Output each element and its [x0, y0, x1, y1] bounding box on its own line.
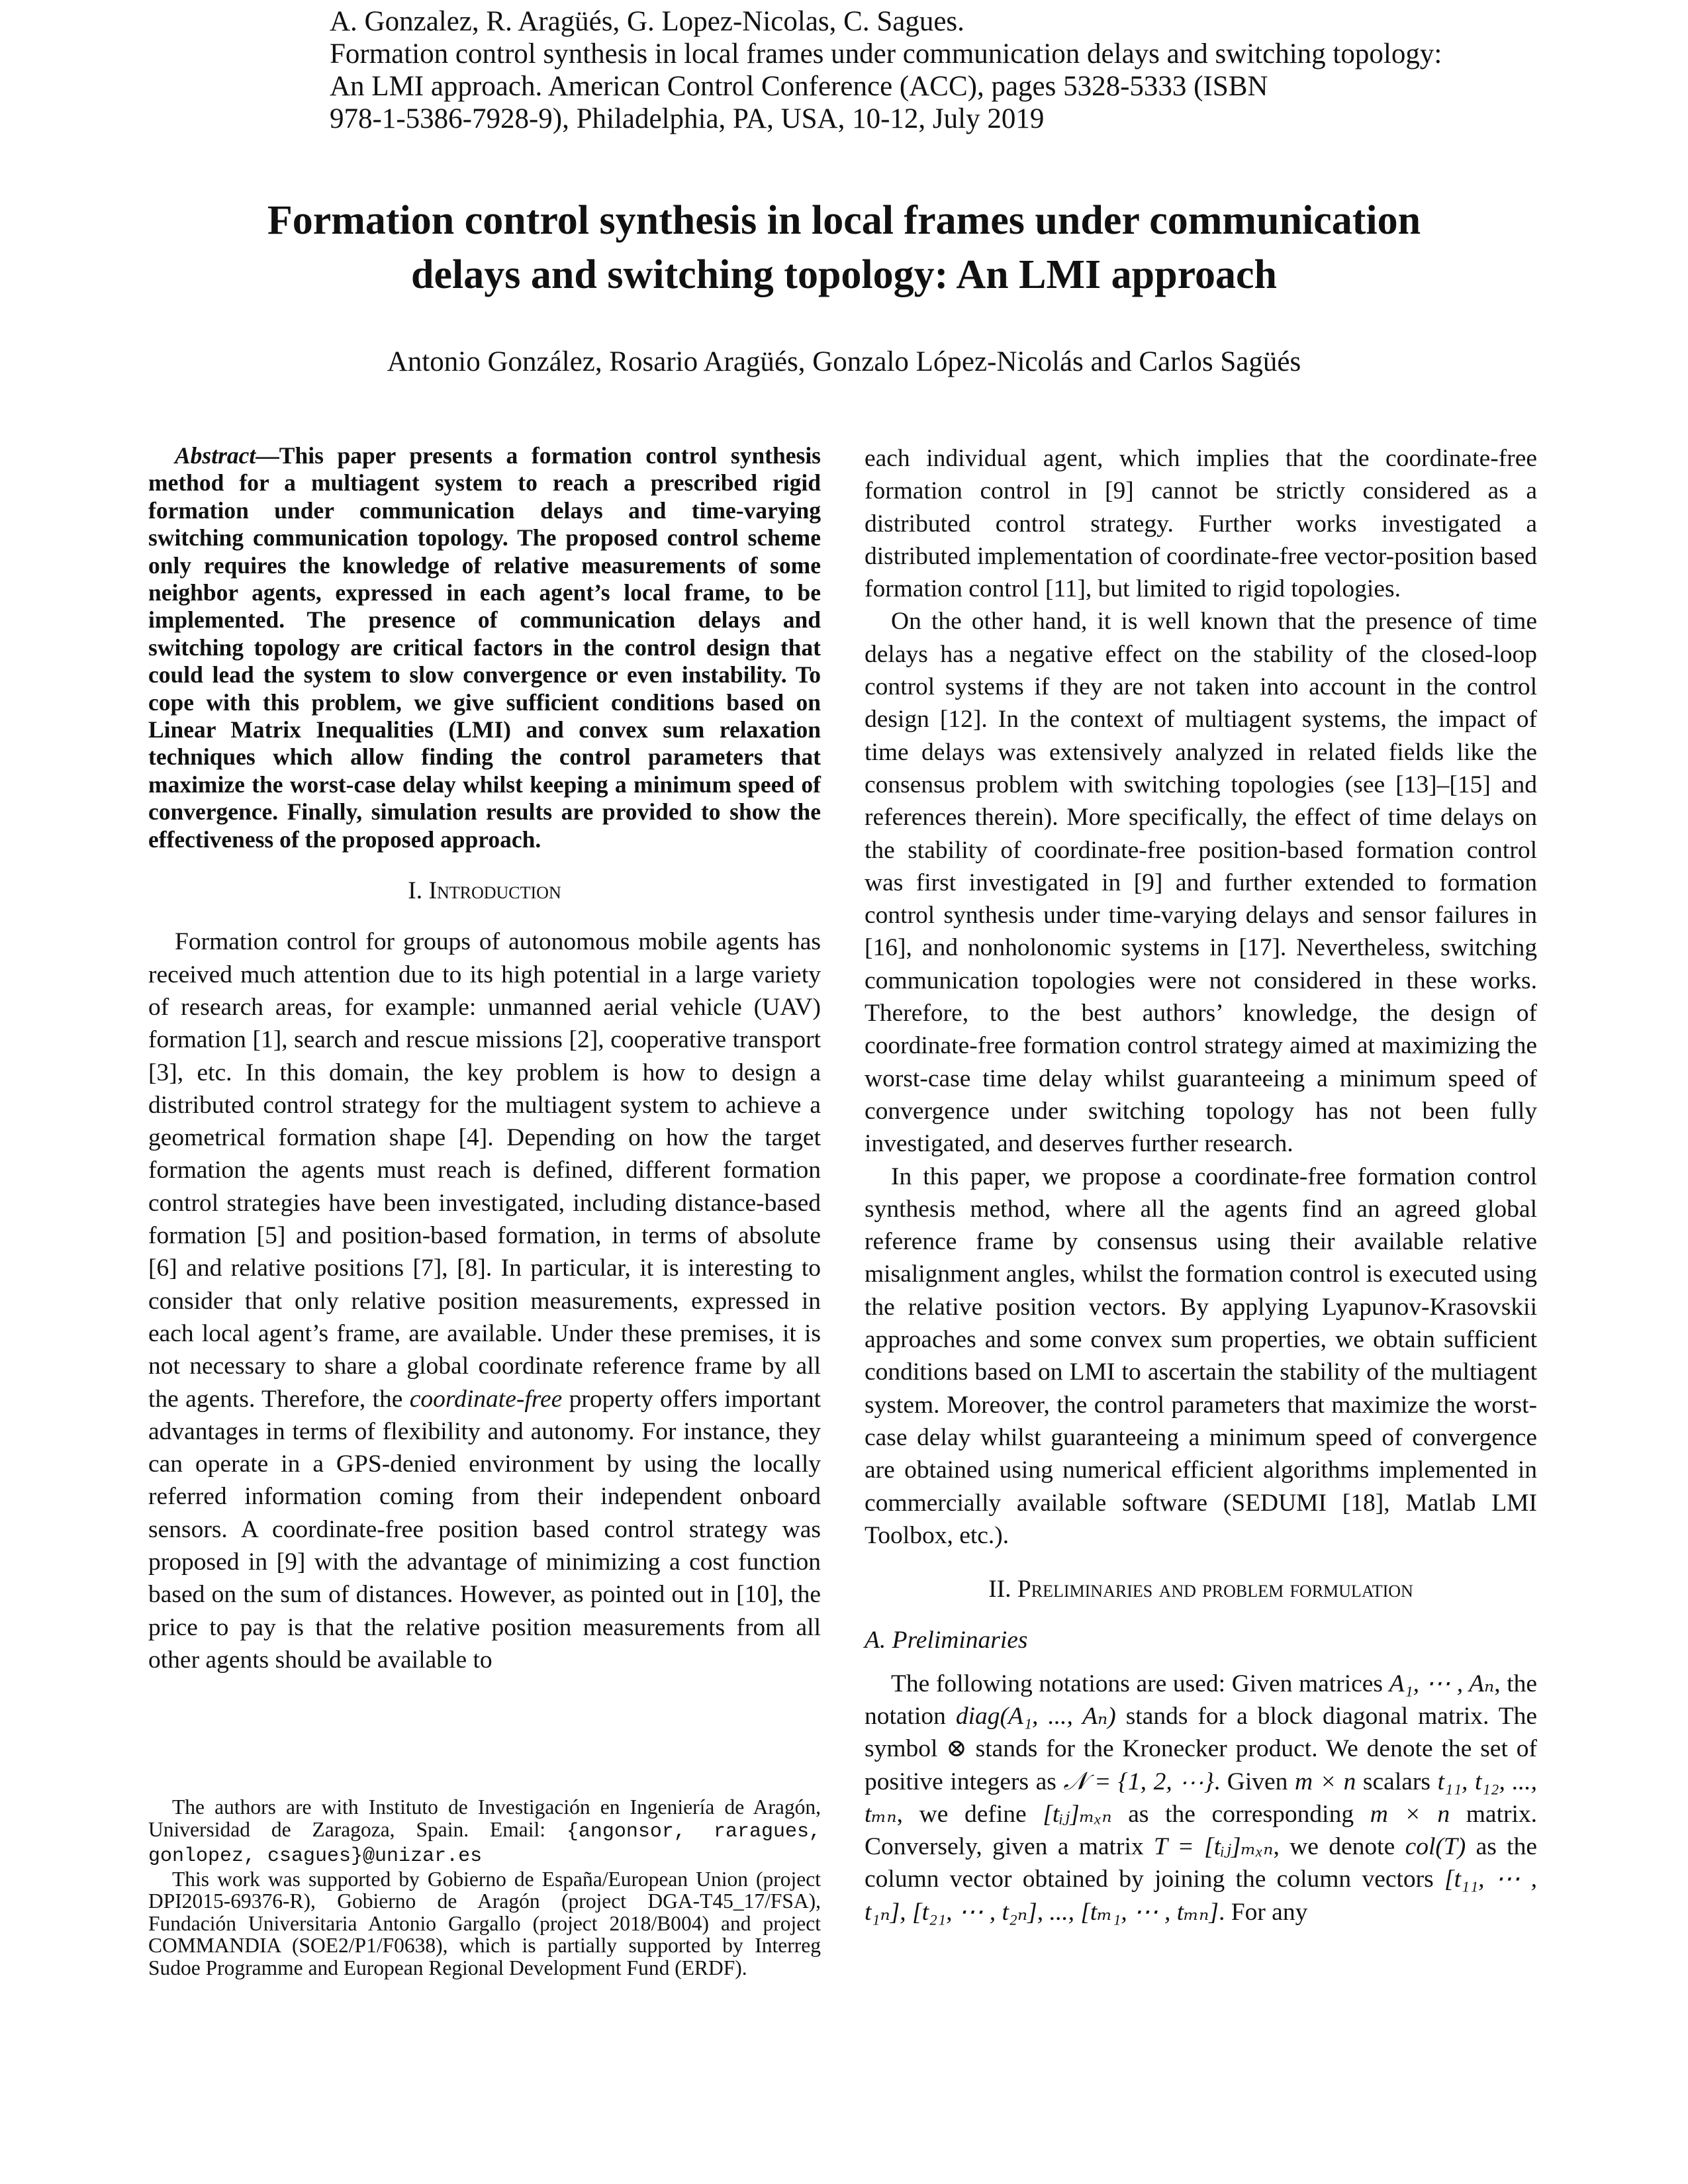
abstract-dash: —: [256, 442, 279, 469]
paragraph-text: . For any: [1218, 1898, 1308, 1926]
citation-line: A. Gonzalez, R. Aragüés, G. Lopez-Nicolas, C. Sagues.: [330, 6, 964, 37]
paragraph-text: property offers important advantages in terms of flexibility and autonomy. For instance, they can operate in a GPS-denied environment by using the locally referred information coming from their independent onboard sensors. A coordinate-free position based control strategy was proposed in [9] with the advantage of minimizing a cost function based on the sum of distances. However, as pointed out in [10], the price to pay is that the relative position measurements from all other agents should be available to: [148, 1385, 821, 1674]
math-expression: [t₁₁, ⋯ , t₁ₙ], [t₂₁, ⋯ , t₂ₙ], ..., [tₘ₁, ⋯ , tₘₙ]: [865, 1866, 1537, 1926]
section-heading-preliminaries: II. Preliminaries and problem formulation: [988, 1576, 1413, 1603]
intro-paragraph-3: In this paper, we propose a coordinate-free formation control synthesis method, where all the agents find an agreed global reference frame by consensus using their available relative misalignment angles, whilst the formation control is executed using the relative position vectors. By applying Lyapunov-Krasovskii approaches and some convex sum properties, we obtain sufficient conditions based on LMI to ascertain the stability of the multiagent system. Moreover, the control parameters that maximize the worst-case delay whilst guaranteeing a minimum speed of convergence are obtained using numerical efficient algorithms implemented in commercially available software (SEDUMI [18], Matlab LMI Toolbox, etc.).: [865, 1163, 1537, 1549]
paragraph-text: The following notations are used: Given matrices: [891, 1670, 1389, 1697]
abstract-text: This paper presents a formation control synthesis method for a multiagent system to reach a prescribed rigid formation under communication delays and time-varying switching communication topology. The proposed control scheme only requires the knowledge of relative measurements of some neighbor agents, expressed in each agent’s local frame, to be implemented. The presence of communication delays and switching topology are critical factors in the control design that could lead the system to slow convergence or even instability. To cope with this problem, we give sufficient conditions based on Linear Matrix Inequalities (LMI) and convex sum relaxation techniques which allow finding the control parameters that maximize the worst-case delay whilst keeping a minimum speed of convergence. Finally, simulation results are provided to show the effectiveness of the proposed approach.: [148, 442, 821, 853]
citation-line: Formation control synthesis in local frames under communication delays and switching topology:: [330, 38, 1442, 70]
right-column: [865, 442, 1537, 1928]
email-addresses: {angonsor, raragues, gonlopez, csagues}@unizar.es: [148, 1820, 821, 1868]
paragraph-text: Formation control for groups of autonomous mobile agents has received much attention due to its high potential in a large variety of research areas, for example: unmanned aerial vehicle (UAV) formation [1], search and rescue missions [2], cooperative transport [3], etc. In this domain, the key problem is how to design a distributed control strategy for the multiagent system to achieve a geometrical formation shape [4]. Depending on how the target formation the agents must reach is defined, different formation control strategies have been investigated, including distance-based formation [5] and position-based formation, in terms of absolute [6] and relative positions [7], [8]. In particular, it is interesting to consider that only relative position measurements, expressed in each local agent’s frame, are available. Under these premises, it is not necessary to share a global coordinate reference frame by all the agents. Therefore, the: [148, 928, 821, 1413]
footnote-funding: This work was supported by Gobierno de España/European Union (project DPI2015-69376-R), Gobierno de Aragón (project DGA-T45_17/FSA), Fundación Universitaria Antonio Gargallo (project 2018/B004) and project COMMANDIA (SOE2/P1/F0638), which is partially supported by Interreg Sudoe Programme and European Regional Development Fund (ERDF).: [148, 1867, 821, 1979]
title-line: delays and switching topology: An LMI approach: [411, 252, 1277, 297]
math-expression: m × n: [1295, 1768, 1356, 1795]
math-expression: diag(A₁, ..., Aₙ): [955, 1702, 1116, 1730]
paper-title: [119, 193, 1569, 302]
abstract: [148, 442, 821, 853]
intro-paragraph-2: On the other hand, it is well known that the presence of time delays has a negative effect on the stability of the closed-loop control systems if they are not taken into account in the control design [12]. In the context of multiagent systems, the impact of time delays was extensively analyzed in related fields like the consensus problem with switching topologies (see [13]–[15] and references therein). More specifically, the effect of time delays on the stability of coordinate-free position-based formation control was first investigated in [9] and further extended to formation control synthesis under time-varying delays and sensor failures in [16], and nonholonomic systems in [17]. Nevertheless, switching communication topologies were not considered in these works. Therefore, to the best authors’ knowledge, the design of coordinate-free formation control strategy aimed at maximizing the worst-case time delay whilst guaranteeing a minimum speed of convergence under switching topology has not been fully investigated, and deserves further research.: [865, 608, 1537, 1158]
paragraph-text: , we denote: [1273, 1833, 1405, 1861]
affiliation-text: The authors are with Instituto de Investigación en Ingeniería de Aragón, Universidad de Zaragoza, Spain. Email:: [148, 1795, 821, 1841]
footnote-affiliation: [148, 1796, 821, 1868]
math-expression: col(T): [1405, 1833, 1466, 1861]
math-expression: 𝒩 = {1, 2, ⋯}: [1063, 1768, 1214, 1795]
math-expression: t₁₁, t₁₂, ..., tₘₙ: [865, 1768, 1537, 1828]
citation-line: An LMI approach. American Control Conference (ACC), pages 5328-5333 (ISBN: [330, 71, 1268, 102]
preliminaries-paragraph: [865, 1668, 1537, 1928]
math-expression: T = [tᵢⱼ]ₘₓₙ: [1153, 1833, 1274, 1861]
subsection-heading-preliminaries: A. Preliminaries: [865, 1627, 1028, 1654]
title-line: Formation control synthesis in local frames under communication: [267, 198, 1421, 243]
left-column: [148, 442, 821, 1676]
math-expression: m × n: [1370, 1800, 1450, 1828]
citation-line: 978-1-5386-7928-9), Philadelphia, PA, USA, 10-12, July 2019: [330, 103, 1045, 134]
math-expression: A₁, ⋯ , Aₙ: [1389, 1670, 1495, 1697]
intro-paragraph-1-continued: each individual agent, which implies that the coordinate-free formation control in [9] cannot be strictly considered as a distributed control strategy. Further works investigated a distributed implementation of coordinate-free vector-position based formation control [11], but limited to rigid topologies.: [865, 445, 1537, 603]
paragraph-text: , the notation: [865, 1670, 1538, 1730]
paragraph-text: scalars: [1356, 1768, 1438, 1795]
paragraph-text: as the corresponding: [1111, 1800, 1370, 1828]
paragraph-text: . Given: [1213, 1768, 1295, 1795]
math-expression: [tᵢⱼ]ₘₓₙ: [1043, 1800, 1112, 1828]
footnotes: [148, 1796, 821, 1979]
section-heading-introduction: I. Introduction: [408, 877, 561, 905]
paragraph-text: stands for a block diagonal matrix. The symbol ⊗ stands for the Kronecker product. We denote the set of positive integers as: [865, 1702, 1538, 1795]
intro-paragraph-1: [148, 926, 821, 1676]
paragraph-text: , we define: [896, 1800, 1043, 1828]
paragraph-text: as the column vector obtained by joining the column vectors: [865, 1833, 1537, 1893]
author-list: Antonio González, Rosario Aragüés, Gonzalo López-Nicolás and Carlos Sagüés: [387, 346, 1301, 377]
citation-header: [330, 5, 1654, 135]
paragraph-text: matrix. Conversely, given a matrix: [865, 1800, 1538, 1861]
emphasis-coordinate-free: coordinate-free: [409, 1385, 563, 1413]
abstract-label: Abstract: [175, 442, 256, 469]
